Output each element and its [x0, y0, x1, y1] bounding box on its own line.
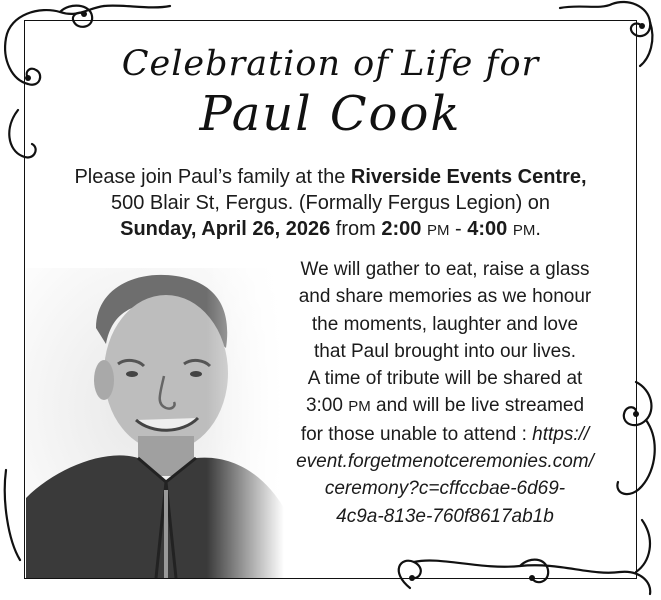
- stream-link[interactable]: ceremony?c=cffccbae-6d69-: [324, 478, 566, 500]
- intro-line-2: 500 Blair St, Fergus. (Formally Fergus Legion) on: [110, 192, 551, 214]
- message-line: that Paul brought into our lives.: [314, 340, 576, 362]
- message-line: [265, 421, 625, 448]
- intro-text: from: [330, 218, 382, 240]
- message-line: the moments, laughter and love: [311, 313, 579, 335]
- intro-line-1: [40, 164, 621, 190]
- intro-text: -: [449, 218, 468, 240]
- intro-paragraph: [40, 164, 621, 244]
- end-time: 4:00: [467, 218, 508, 240]
- end-pm: PM: [512, 222, 536, 239]
- tribute-time: 3:00: [305, 395, 343, 417]
- message-text: and will be live streamed: [370, 395, 585, 417]
- start-pm: PM: [426, 222, 450, 239]
- message-line: A time of tribute will be shared at: [307, 368, 583, 390]
- stream-link[interactable]: https://: [532, 423, 590, 445]
- title-line-1: Celebration of Life for: [121, 44, 540, 84]
- intro-text: Please join Paul’s family at the: [74, 166, 351, 188]
- tribute-pm: PM: [348, 398, 371, 416]
- stream-link[interactable]: 4c9a-813e-760f8617ab1b: [336, 505, 554, 527]
- intro-text: .: [535, 218, 541, 240]
- title-name: Paul Cook: [199, 86, 462, 142]
- stream-link[interactable]: event.forgetmenotceremonies.com/: [296, 451, 594, 473]
- message-line: We will gather to eat, raise a glass: [300, 259, 590, 280]
- message-paragraph: [265, 256, 625, 530]
- event-date: Sunday, April 26, 2026: [120, 218, 331, 240]
- message-line: [265, 392, 625, 420]
- portrait-photo: [26, 268, 284, 578]
- intro-line-3: [40, 216, 621, 244]
- message-line: and share memories as we honour: [298, 286, 592, 308]
- message-text: for those unable to attend :: [300, 423, 533, 445]
- venue-name: Riverside Events Centre,: [350, 166, 587, 188]
- start-time: 2:00: [381, 218, 422, 240]
